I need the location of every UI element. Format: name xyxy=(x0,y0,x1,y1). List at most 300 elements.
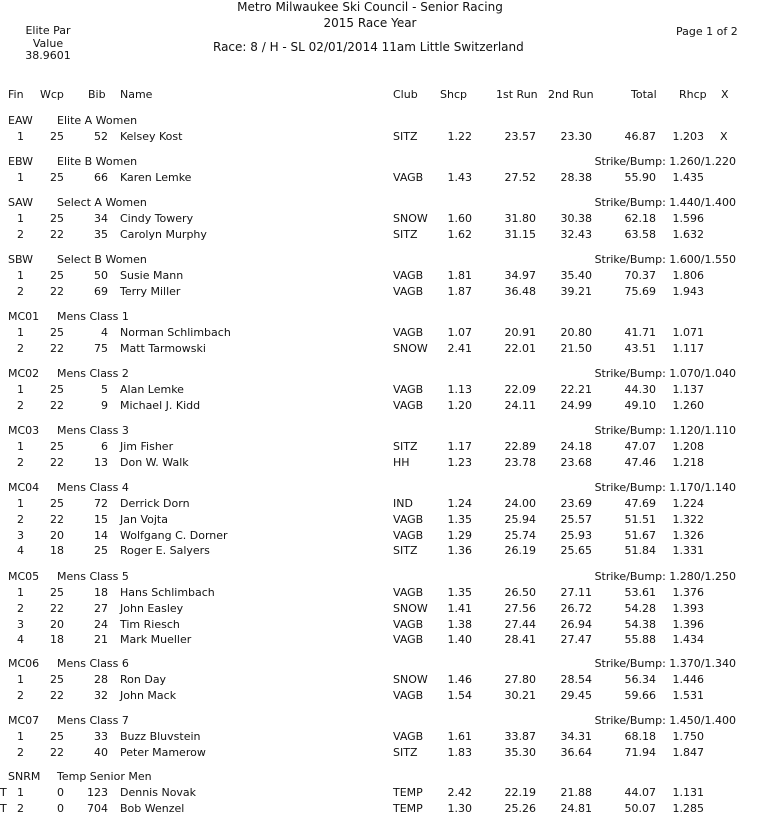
cell-run2: 22.21 xyxy=(560,383,592,396)
cell-fin: 2 xyxy=(17,455,24,469)
cell-rhcp: 1.137 xyxy=(672,383,704,396)
cell-run2: 36.64 xyxy=(560,745,592,759)
cell-wcp: 22 xyxy=(50,284,64,298)
cell-fin: 1 xyxy=(17,269,24,282)
cell-bib: 72 xyxy=(94,497,108,510)
cell-total: 47.46 xyxy=(624,455,656,469)
result-row xyxy=(0,130,780,144)
cell-wcp: 18 xyxy=(50,544,64,558)
cell-shcp: 1.07 xyxy=(447,326,472,339)
cell-bib: 21 xyxy=(94,633,108,647)
cell-name: Alan Lemke xyxy=(120,383,184,396)
cell-shcp: 2.42 xyxy=(447,786,472,799)
race-info: Race: 8 / H - SL 02/01/2014 11am Little Switzerland xyxy=(213,40,524,54)
cell-wcp: 25 xyxy=(50,171,64,184)
cell-club: VAGB xyxy=(393,284,424,298)
strike-bump: Strike/Bump: 1.260/1.220 xyxy=(594,155,736,168)
result-row xyxy=(0,456,780,470)
cell-shcp: 1.38 xyxy=(447,617,472,631)
cell-name: Carolyn Murphy xyxy=(120,227,207,241)
col-fin: Fin xyxy=(8,88,24,101)
cell-total: 47.69 xyxy=(624,497,656,510)
cell-club: VAGB xyxy=(393,326,424,339)
cell-shcp: 1.22 xyxy=(447,130,472,143)
result-row xyxy=(0,497,780,511)
group-title: Mens Class 5 xyxy=(57,570,129,583)
cell-run2: 21.88 xyxy=(560,786,592,799)
cell-wcp: 25 xyxy=(50,130,64,143)
cell-name: Norman Schlimbach xyxy=(120,326,231,339)
cell-run2: 21.50 xyxy=(560,341,592,355)
cell-run1: 20.91 xyxy=(504,326,536,339)
cell-name: Cindy Towery xyxy=(120,212,194,225)
group-header xyxy=(0,570,780,584)
cell-fin: 2 xyxy=(17,341,24,355)
cell-run1: 28.41 xyxy=(504,633,536,647)
cell-name: Susie Mann xyxy=(120,269,184,282)
cell-rhcp: 1.446 xyxy=(672,673,704,686)
cell-rhcp: 1.322 xyxy=(672,512,704,526)
cell-run2: 23.68 xyxy=(560,455,592,469)
cell-club: SITZ xyxy=(393,544,418,558)
cell-name: Mark Mueller xyxy=(120,633,192,647)
cell-club: SITZ xyxy=(393,227,418,241)
result-row xyxy=(0,399,780,413)
cell-rhcp: 1.596 xyxy=(672,212,704,225)
cell-shcp: 1.46 xyxy=(447,673,472,686)
cell-club: VAGB xyxy=(393,688,424,702)
cell-wcp: 22 xyxy=(50,455,64,469)
cell-wcp: 22 xyxy=(50,398,64,412)
cell-club: SITZ xyxy=(393,745,418,759)
cell-name: Derrick Dorn xyxy=(120,497,190,510)
cell-wcp: 0 xyxy=(57,786,64,799)
group-title: Mens Class 1 xyxy=(57,310,129,323)
race-year: 2015 Race Year xyxy=(323,16,417,30)
cell-fin: 1 xyxy=(17,730,24,743)
cell-wcp: 20 xyxy=(50,617,64,631)
cell-bib: 25 xyxy=(94,544,108,558)
cell-x: X xyxy=(720,130,728,143)
group-title: Temp Senior Men xyxy=(57,770,152,783)
cell-rhcp: 1.847 xyxy=(672,745,704,759)
group-code: MC05 xyxy=(8,570,40,583)
cell-run2: 24.81 xyxy=(560,801,592,815)
group-title: Mens Class 2 xyxy=(57,367,129,380)
result-row xyxy=(0,440,780,454)
result-row xyxy=(0,802,780,816)
group-header xyxy=(0,155,780,169)
cell-name: Terry Miller xyxy=(120,284,181,298)
cell-fin: 2 xyxy=(17,398,24,412)
cell-flag: T xyxy=(0,801,7,815)
cell-run1: 35.30 xyxy=(504,745,536,759)
cell-rhcp: 1.393 xyxy=(672,601,704,615)
cell-run2: 23.30 xyxy=(560,130,592,143)
cell-run2: 25.65 xyxy=(560,544,592,558)
group-code: MC03 xyxy=(8,424,40,437)
cell-total: 54.28 xyxy=(624,601,656,615)
cell-total: 55.90 xyxy=(624,171,656,184)
cell-club: HH xyxy=(393,455,410,469)
result-row xyxy=(0,673,780,687)
cell-run1: 31.80 xyxy=(504,212,536,225)
cell-total: 62.18 xyxy=(624,212,656,225)
result-row xyxy=(0,171,780,185)
group-title: Elite A Women xyxy=(57,114,138,127)
cell-run1: 23.57 xyxy=(504,130,536,143)
cell-fin: 2 xyxy=(17,512,24,526)
cell-rhcp: 1.285 xyxy=(672,801,704,815)
cell-run1: 22.09 xyxy=(504,383,536,396)
col-club: Club xyxy=(393,88,418,101)
cell-name: Ron Day xyxy=(120,673,167,686)
cell-shcp: 1.54 xyxy=(447,688,472,702)
cell-total: 44.30 xyxy=(624,383,656,396)
cell-run2: 27.47 xyxy=(560,633,592,647)
cell-bib: 32 xyxy=(94,688,108,702)
cell-shcp: 2.41 xyxy=(447,341,472,355)
group-title: Elite B Women xyxy=(57,155,138,168)
cell-wcp: 25 xyxy=(50,326,64,339)
cell-total: 44.07 xyxy=(624,786,656,799)
cell-club: VAGB xyxy=(393,512,424,526)
group-code: EAW xyxy=(8,114,33,127)
cell-run1: 23.78 xyxy=(504,455,536,469)
cell-fin: 1 xyxy=(17,130,24,143)
cell-name: Karen Lemke xyxy=(120,171,192,184)
cell-bib: 27 xyxy=(94,601,108,615)
cell-fin: 1 xyxy=(17,586,24,599)
cell-bib: 75 xyxy=(94,341,108,355)
col-bib: Bib xyxy=(88,88,106,101)
cell-total: 51.67 xyxy=(624,528,656,542)
cell-club: TEMP xyxy=(393,786,423,799)
cell-rhcp: 1.531 xyxy=(672,688,704,702)
cell-rhcp: 1.396 xyxy=(672,617,704,631)
cell-run1: 27.52 xyxy=(504,171,536,184)
cell-name: Tim Riesch xyxy=(120,617,180,631)
cell-run2: 34.31 xyxy=(560,730,592,743)
cell-run1: 25.94 xyxy=(504,512,536,526)
cell-run1: 26.19 xyxy=(504,544,536,558)
group-title: Select B Women xyxy=(57,253,147,266)
cell-fin: 3 xyxy=(17,617,24,631)
cell-total: 47.07 xyxy=(624,440,656,453)
cell-club: VAGB xyxy=(393,269,424,282)
cell-run1: 34.97 xyxy=(504,269,536,282)
cell-shcp: 1.41 xyxy=(447,601,472,615)
strike-bump: Strike/Bump: 1.370/1.340 xyxy=(594,657,736,670)
cell-rhcp: 1.203 xyxy=(672,130,704,143)
cell-name: Wolfgang C. Dorner xyxy=(120,528,228,542)
cell-total: 54.38 xyxy=(624,617,656,631)
cell-total: 68.18 xyxy=(624,730,656,743)
cell-fin: 3 xyxy=(17,528,24,542)
cell-shcp: 1.62 xyxy=(447,227,472,241)
strike-bump: Strike/Bump: 1.120/1.110 xyxy=(594,424,736,437)
group-title: Mens Class 3 xyxy=(57,424,129,437)
col-run1: 1st Run xyxy=(496,88,538,101)
cell-total: 50.07 xyxy=(624,801,656,815)
group-header xyxy=(0,657,780,671)
group-code: MC06 xyxy=(8,657,40,670)
cell-bib: 69 xyxy=(94,284,108,298)
cell-shcp: 1.83 xyxy=(447,745,472,759)
cell-club: SNOW xyxy=(393,673,428,686)
cell-run2: 29.45 xyxy=(560,688,592,702)
cell-fin: 4 xyxy=(17,633,24,647)
cell-club: SITZ xyxy=(393,130,418,143)
group-header xyxy=(0,481,780,495)
cell-total: 49.10 xyxy=(624,398,656,412)
cell-total: 59.66 xyxy=(624,688,656,702)
col-shcp: Shcp xyxy=(440,88,467,101)
strike-bump: Strike/Bump: 1.170/1.140 xyxy=(594,481,736,494)
cell-shcp: 1.43 xyxy=(447,171,472,184)
cell-fin: 1 xyxy=(17,171,24,184)
cell-shcp: 1.81 xyxy=(447,269,472,282)
cell-fin: 2 xyxy=(17,601,24,615)
result-row xyxy=(0,269,780,283)
group-code: SAW xyxy=(8,196,33,209)
cell-name: Buzz Bluvstein xyxy=(120,730,201,743)
cell-shcp: 1.61 xyxy=(447,730,472,743)
cell-wcp: 22 xyxy=(50,341,64,355)
cell-name: Roger E. Salyers xyxy=(120,544,210,558)
cell-run2: 26.72 xyxy=(560,601,592,615)
cell-shcp: 1.30 xyxy=(447,801,472,815)
strike-bump: Strike/Bump: 1.280/1.250 xyxy=(594,570,736,583)
cell-run1: 22.89 xyxy=(504,440,536,453)
cell-name: Jim Fisher xyxy=(120,440,174,453)
cell-fin: 2 xyxy=(17,227,24,241)
cell-name: Bob Wenzel xyxy=(120,801,185,815)
cell-total: 43.51 xyxy=(624,341,656,355)
col-rhcp: Rhcp xyxy=(679,88,707,101)
cell-total: 51.51 xyxy=(624,512,656,526)
org-title: Metro Milwaukee Ski Council - Senior Racing xyxy=(237,0,503,14)
cell-club: SNOW xyxy=(393,212,428,225)
cell-bib: 34 xyxy=(94,212,108,225)
group-code: MC07 xyxy=(8,714,40,727)
cell-bib: 52 xyxy=(94,130,108,143)
cell-wcp: 25 xyxy=(50,673,64,686)
result-row xyxy=(0,342,780,356)
cell-fin: 1 xyxy=(17,673,24,686)
column-header-row xyxy=(0,88,780,102)
cell-run2: 27.11 xyxy=(560,586,592,599)
cell-bib: 24 xyxy=(94,617,108,631)
cell-name: Michael J. Kidd xyxy=(120,398,201,412)
cell-rhcp: 1.208 xyxy=(672,440,704,453)
cell-wcp: 25 xyxy=(50,269,64,282)
cell-run2: 25.93 xyxy=(560,528,592,542)
cell-club: VAGB xyxy=(393,398,424,412)
cell-wcp: 25 xyxy=(50,497,64,510)
cell-shcp: 1.29 xyxy=(447,528,472,542)
cell-name: Matt Tarmowski xyxy=(120,341,206,355)
cell-club: VAGB xyxy=(393,730,424,743)
group-header xyxy=(0,367,780,381)
cell-fin: 1 xyxy=(17,212,24,225)
cell-total: 41.71 xyxy=(624,326,656,339)
strike-bump: Strike/Bump: 1.600/1.550 xyxy=(594,253,736,266)
cell-run1: 31.15 xyxy=(504,227,536,241)
cell-run1: 25.26 xyxy=(504,801,536,815)
cell-name: Kelsey Kost xyxy=(120,130,183,143)
cell-rhcp: 1.376 xyxy=(672,586,704,599)
elite-par-label: Elite Par xyxy=(25,24,71,37)
cell-fin: 1 xyxy=(17,383,24,396)
cell-wcp: 22 xyxy=(50,601,64,615)
cell-club: VAGB xyxy=(393,528,424,542)
cell-run2: 30.38 xyxy=(560,212,592,225)
cell-wcp: 25 xyxy=(50,586,64,599)
group-code: EBW xyxy=(8,155,33,168)
cell-total: 63.58 xyxy=(624,227,656,241)
cell-rhcp: 1.218 xyxy=(672,455,704,469)
cell-fin: 1 xyxy=(17,786,24,799)
cell-bib: 66 xyxy=(94,171,108,184)
group-title: Mens Class 4 xyxy=(57,481,129,494)
cell-bib: 40 xyxy=(94,745,108,759)
cell-flag: T xyxy=(0,786,7,799)
cell-club: VAGB xyxy=(393,633,424,647)
result-row xyxy=(0,326,780,340)
cell-shcp: 1.35 xyxy=(447,586,472,599)
cell-wcp: 25 xyxy=(50,383,64,396)
group-header xyxy=(0,714,780,728)
cell-name: John Mack xyxy=(120,688,177,702)
cell-shcp: 1.40 xyxy=(447,633,472,647)
cell-club: VAGB xyxy=(393,383,424,396)
cell-run2: 39.21 xyxy=(560,284,592,298)
cell-rhcp: 1.943 xyxy=(672,284,704,298)
cell-shcp: 1.13 xyxy=(447,383,472,396)
cell-run1: 27.44 xyxy=(504,617,536,631)
cell-run1: 25.74 xyxy=(504,528,536,542)
cell-bib: 18 xyxy=(94,586,108,599)
cell-shcp: 1.20 xyxy=(447,398,472,412)
cell-total: 71.94 xyxy=(624,745,656,759)
cell-rhcp: 1.071 xyxy=(672,326,704,339)
cell-wcp: 20 xyxy=(50,528,64,542)
cell-wcp: 25 xyxy=(50,730,64,743)
col-name: Name xyxy=(120,88,153,101)
cell-name: Dennis Novak xyxy=(120,786,197,799)
cell-run1: 27.56 xyxy=(504,601,536,615)
strike-bump: Strike/Bump: 1.450/1.400 xyxy=(594,714,736,727)
cell-shcp: 1.24 xyxy=(447,497,472,510)
page-indicator: Page 1 of 2 xyxy=(676,25,738,38)
cell-total: 56.34 xyxy=(624,673,656,686)
group-code: SBW xyxy=(8,253,34,266)
cell-total: 51.84 xyxy=(624,544,656,558)
group-header xyxy=(0,310,780,324)
result-row xyxy=(0,730,780,744)
cell-run1: 22.19 xyxy=(504,786,536,799)
cell-run1: 22.01 xyxy=(504,341,536,355)
cell-name: John Easley xyxy=(120,601,184,615)
cell-rhcp: 1.632 xyxy=(672,227,704,241)
cell-name: Don W. Walk xyxy=(120,455,189,469)
result-row xyxy=(0,513,780,527)
cell-run1: 27.80 xyxy=(504,673,536,686)
cell-wcp: 22 xyxy=(50,227,64,241)
cell-wcp: 22 xyxy=(50,512,64,526)
cell-run1: 36.48 xyxy=(504,284,536,298)
cell-run2: 24.18 xyxy=(560,440,592,453)
cell-fin: 2 xyxy=(17,284,24,298)
group-header xyxy=(0,424,780,438)
group-title: Mens Class 7 xyxy=(57,714,129,727)
cell-bib: 13 xyxy=(94,455,108,469)
cell-shcp: 1.60 xyxy=(447,212,472,225)
elite-par-value: 38.9601 xyxy=(25,49,71,62)
cell-run2: 28.38 xyxy=(560,171,592,184)
result-row xyxy=(0,285,780,299)
cell-rhcp: 1.260 xyxy=(672,398,704,412)
cell-run2: 20.80 xyxy=(560,326,592,339)
cell-rhcp: 1.131 xyxy=(672,786,704,799)
cell-wcp: 22 xyxy=(50,745,64,759)
group-title: Select A Women xyxy=(57,196,147,209)
result-row xyxy=(0,383,780,397)
cell-run2: 28.54 xyxy=(560,673,592,686)
cell-club: SNOW xyxy=(393,601,428,615)
cell-bib: 14 xyxy=(94,528,108,542)
cell-wcp: 25 xyxy=(50,212,64,225)
group-code: SNRM xyxy=(8,770,41,783)
cell-run1: 24.00 xyxy=(504,497,536,510)
cell-name: Jan Vojta xyxy=(120,512,168,526)
cell-fin: 2 xyxy=(17,801,24,815)
cell-wcp: 22 xyxy=(50,688,64,702)
cell-run1: 33.87 xyxy=(504,730,536,743)
cell-run1: 24.11 xyxy=(504,398,536,412)
cell-total: 53.61 xyxy=(624,586,656,599)
elite-par-value-label: Value xyxy=(32,37,64,50)
cell-rhcp: 1.435 xyxy=(672,171,704,184)
cell-bib: 15 xyxy=(94,512,108,526)
cell-shcp: 1.87 xyxy=(447,284,472,298)
cell-fin: 2 xyxy=(17,688,24,702)
cell-bib: 4 xyxy=(101,326,108,339)
cell-club: SNOW xyxy=(393,341,428,355)
cell-rhcp: 1.224 xyxy=(672,497,704,510)
group-code: MC02 xyxy=(8,367,40,380)
result-row xyxy=(0,586,780,600)
cell-shcp: 1.17 xyxy=(447,440,472,453)
cell-total: 75.69 xyxy=(624,284,656,298)
cell-run2: 25.57 xyxy=(560,512,592,526)
cell-name: Hans Schlimbach xyxy=(120,586,215,599)
cell-fin: 2 xyxy=(17,745,24,759)
cell-club: VAGB xyxy=(393,586,424,599)
result-row xyxy=(0,602,780,616)
cell-run2: 26.94 xyxy=(560,617,592,631)
cell-run2: 24.99 xyxy=(560,398,592,412)
group-header xyxy=(0,253,780,267)
cell-run2: 23.69 xyxy=(560,497,592,510)
cell-bib: 33 xyxy=(94,730,108,743)
cell-fin: 1 xyxy=(17,326,24,339)
result-row xyxy=(0,689,780,703)
group-header xyxy=(0,196,780,210)
group-header xyxy=(0,114,780,128)
cell-bib: 9 xyxy=(101,398,108,412)
